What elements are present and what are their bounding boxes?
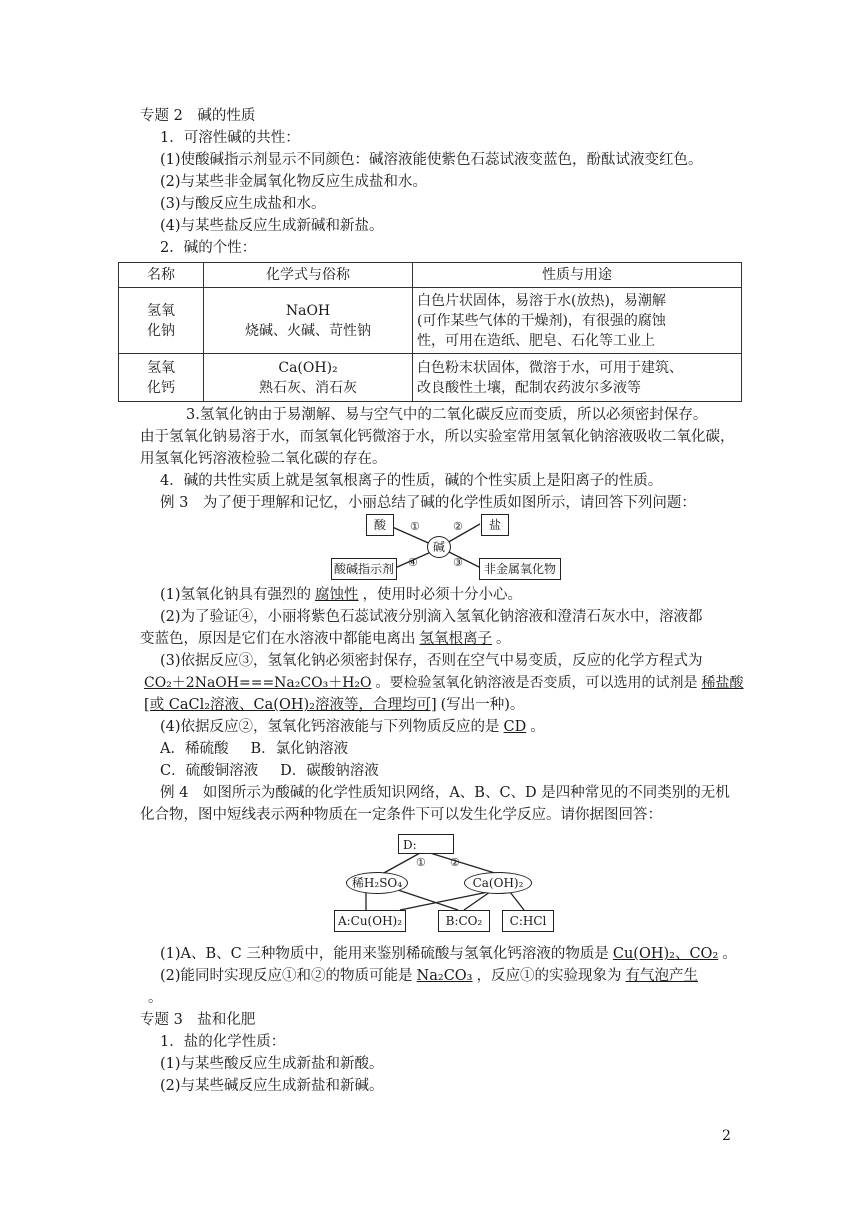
- ex3-q1: (1)氢氧化钠具有强烈的 腐蚀性 ，使用时必须十分小心。: [160, 587, 523, 603]
- answer-blank: Cu(OH)₂、CO₂: [612, 946, 719, 962]
- common-item: (4)与某些盐反应生成新碱和新盐。: [160, 218, 384, 234]
- ex3-q3-cont: CO₂＋2NaOH===Na₂CO₃＋H₂O 。要检验氢氧化钠溶液是否变质，可以选用的试剂是 稀盐酸: [140, 673, 740, 693]
- ex4-intro: 例 4 如图所示为酸碱的化学性质知识网络，A、B、C、D 是四种常见的不同类别的无机: [160, 785, 730, 801]
- answer-blank: 腐蚀性: [315, 587, 359, 603]
- label-4: ④: [408, 556, 418, 569]
- para4: 4．碱的共性实质上就是氢氧根离子的性质，碱的个性实质上是阳离子的性质。: [160, 473, 663, 489]
- ex4-q2-cont: 。: [140, 988, 740, 1008]
- ex3-q2-cont: 变蓝色，原因是它们在水溶液中都能电离出 氢氧根离子 。: [140, 631, 511, 647]
- common-item: (1)使酸碱指示剂显示不同颜色：碱溶液能使紫色石蕊试液变蓝色，酚酞试液变红色。: [160, 152, 703, 168]
- label-2: ②: [453, 520, 463, 533]
- topic3-title: 专题 3 盐和化肥: [140, 1012, 256, 1028]
- box-d: D:: [398, 834, 454, 854]
- box-base: 碱: [427, 536, 451, 558]
- box-acid: 酸: [366, 514, 394, 536]
- ex3-intro: 例 3 为了便于理解和记忆，小丽总结了碱的化学性质如图所示，请回答下列问题：: [160, 495, 696, 511]
- box-a: A:Cu(OH)₂: [334, 910, 406, 932]
- common-item: (2)与某些非金属氧化物反应生成盐和水。: [160, 174, 428, 190]
- label-3: ③: [453, 556, 463, 569]
- header-formula: 化学式与俗称: [204, 263, 413, 288]
- base-properties-table: [118, 262, 742, 402]
- ex3-q3: (3)依据反应③，氢氧化钠必须密封保存，否则在空气中易变质，反应的化学方程式为: [160, 653, 703, 669]
- acid-base-network-diagram: [330, 830, 570, 936]
- topic3-item: (2)与某些碱反应生成新盐和新碱。: [160, 1078, 384, 1094]
- box-c: C:HCl: [502, 910, 554, 932]
- cell-formula: NaOH 烧碱、火碱、苛性钠: [204, 288, 413, 354]
- answer-blank: [140, 990, 148, 1006]
- cell-formula: Ca(OH)₂ 熟石灰、消石灰: [204, 354, 413, 402]
- box-b: B:CO₂: [438, 910, 490, 932]
- answer-blank: CD: [503, 719, 527, 735]
- answer-blank: Na₂CO₃: [416, 968, 473, 984]
- label-2: ②: [450, 856, 460, 869]
- label-1: ①: [410, 520, 420, 533]
- ex3-q4: (4)依据反应②，氢氧化钙溶液能与下列物质反应的是 CD 。: [160, 719, 545, 735]
- ex3-options-cd: C．硫酸铜溶液 D．碳酸钠溶液: [160, 763, 379, 779]
- answer-blank: CO₂＋2NaOH===Na₂CO₃＋H₂O: [144, 675, 372, 691]
- para3-line: 由于氢氧化钠易溶于水，而氢氧化钙微溶于水，所以实验室常用氢氧化钠溶液吸收二氧化碳，: [140, 429, 735, 445]
- box-indicator: 酸碱指示剂: [331, 558, 397, 580]
- page-number: 2: [722, 1128, 731, 1144]
- header-name: 名称: [119, 263, 204, 288]
- base-properties-diagram: [325, 512, 565, 582]
- box-caoh2: Ca(OH)₂: [464, 872, 532, 894]
- label-1: ①: [416, 856, 426, 869]
- topic2-title: 专题 2 碱的性质: [140, 108, 256, 124]
- cell-name: 氢氧 化钠: [119, 288, 204, 354]
- answer-blank: 有气泡产生: [625, 968, 698, 984]
- box-salt: 盐: [481, 514, 509, 536]
- common-title: 1．可溶性碱的共性：: [160, 130, 300, 146]
- answer-blank: 氢氧根离子: [419, 631, 492, 647]
- cell-use: 白色粉末状固体，微溶于水，可用于建筑、 改良酸性土壤，配制农药波尔多液等: [413, 354, 742, 402]
- box-nonmetal-oxide: 非金属氧化物: [479, 558, 561, 580]
- table-row: [119, 288, 742, 354]
- para3-line: 3.氢氧化钠由于易潮解、易与空气中的二氧化碳反应而变质，所以必须密封保存。: [186, 407, 708, 423]
- ex3-q3-cont2: [或 CaCl₂溶液、Ca(OH)₂溶液等，合理均可] (写出一种)。: [140, 695, 740, 715]
- cell-use: 白色片状固体，易溶于水(放热)，易潮解 (可作某些气体的干燥剂)，有很强的腐蚀 性，可用在造纸、肥皂、石化等工业上: [413, 288, 742, 354]
- box-dilute-h2so4: 稀H₂SO₄: [346, 872, 408, 894]
- answer-blank: 稀盐酸: [701, 675, 744, 691]
- table-row: [119, 354, 742, 402]
- topic3-item: (1)与某些酸反应生成新盐和新酸。: [160, 1056, 384, 1072]
- header-use: 性质与用途: [413, 263, 742, 288]
- individual-title: 2．碱的个性：: [160, 240, 257, 256]
- table-header-row: [119, 263, 742, 288]
- ex4-q2: (2)能同时实现反应①和②的物质可能是 Na₂CO₃ ，反应①的实验现象为 有气泡产生: [160, 966, 760, 986]
- common-item: (3)与酸反应生成盐和水。: [160, 196, 326, 212]
- ex3-q2: (2)为了验证④，小丽将紫色石蕊试液分别滴入氢氧化钠溶液和澄清石灰水中，溶液都: [160, 609, 703, 625]
- ex4-q1: (1)A、B、C 三种物质中，能用来鉴别稀硫酸与氢氧化钙溶液的物质是 Cu(OH)₂、CO₂ 。: [160, 946, 737, 962]
- ex3-options-ab: A．稀硫酸 B．氯化钠溶液: [160, 741, 349, 757]
- answer-blank: [或 CaCl₂溶液、Ca(OH)₂溶液等，合理均可]: [144, 697, 437, 713]
- ex4-intro-cont: 化合物，图中短线表示两种物质在一定条件下可以发生化学反应。请你据图回答：: [140, 807, 662, 823]
- topic3-sub: 1．盐的化学性质：: [160, 1034, 286, 1050]
- para3-line: 用氢氧化钙溶液检验二氧化碳的存在。: [140, 451, 387, 467]
- cell-name: 氢氧 化钙: [119, 354, 204, 402]
